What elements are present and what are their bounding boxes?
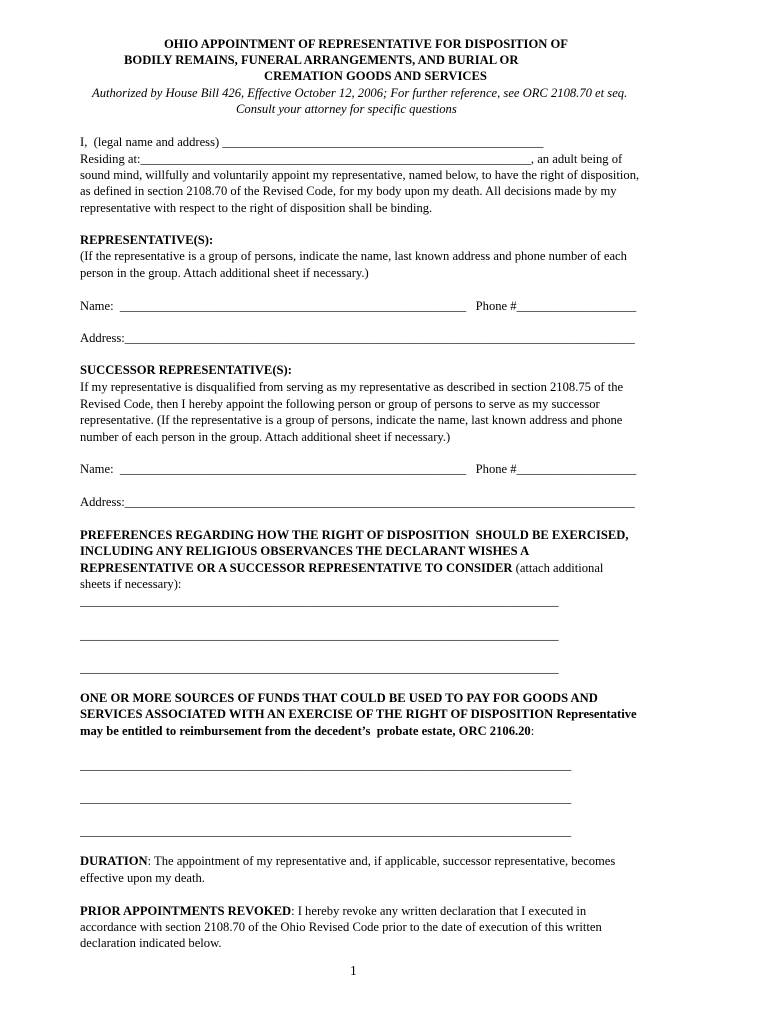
title-line-1: OHIO APPOINTMENT OF REPRESENTATIVE FOR DISPOSITION OF (164, 37, 568, 51)
intro-line-4: as defined in section 2108.70 of the Revised Code, for my body upon my death. All decisions made by my (80, 184, 617, 198)
duration-line-2: effective upon my death. (80, 871, 205, 885)
funds-line-2: SERVICES ASSOCIATED WITH AN EXERCISE OF THE RIGHT OF DISPOSITION Representative (80, 707, 637, 721)
funds-blank-1[interactable]: ______________________________________________________________________________ (80, 758, 572, 772)
prior-text: : I hereby revoke any written declaration that I executed in (291, 904, 587, 918)
successor-line-4: number of each person in the group. Attach additional sheet if necessary.) (80, 430, 451, 444)
successor-address-field[interactable]: Address:_________________________________________________________________________________ (80, 495, 635, 509)
intro-line-2: Residing at:______________________________________________________________, an adult being of (80, 152, 623, 166)
consult-note: Consult your attorney for specific questions (236, 102, 457, 116)
preferences-line-3-bold: REPRESENTATIVE OR A SUCCESSOR REPRESENTATIVE TO CONSIDER (80, 561, 513, 575)
preferences-line-3 (80, 560, 603, 576)
preferences-blank-3[interactable]: ____________________________________________________________________________ (80, 661, 559, 675)
preferences-blank-2[interactable]: ____________________________________________________________________________ (80, 628, 559, 642)
successor-line-2: Revised Code, then I hereby appoint the following person or group of persons to serve as my successor (80, 397, 600, 411)
page-number: 1 (350, 963, 357, 978)
prior-line-3: declaration indicated below. (80, 936, 222, 950)
successor-heading: SUCCESSOR REPRESENTATIVE(S): (80, 363, 292, 377)
authorized-note: Authorized by House Bill 426, Effective October 12, 2006; For further reference, see ORC 2108.70 et seq. (92, 86, 628, 100)
funds-blank-3[interactable]: ______________________________________________________________________________ (80, 824, 572, 838)
duration-line-1 (80, 853, 615, 869)
duration-heading: DURATION (80, 854, 148, 868)
prior-heading: PRIOR APPOINTMENTS REVOKED (80, 904, 292, 918)
title-line-3: CREMATION GOODS AND SERVICES (264, 69, 487, 83)
preferences-blank-1[interactable]: ____________________________________________________________________________ (80, 594, 559, 608)
title-line-2: BODILY REMAINS, FUNERAL ARRANGEMENTS, AND BURIAL OR (124, 53, 519, 67)
representative-line-1: (If the representative is a group of persons, indicate the name, last known address and phone number of each (80, 249, 627, 263)
intro-line-5: representative with respect to the right of disposition shall be binding. (80, 201, 433, 215)
intro-line-3: sound mind, willfully and voluntarily appoint my representative, named below, to have the right of disposition, (80, 168, 640, 182)
successor-line-3: representative. (If the representative is a group of persons, indicate the name, last known address and phone (80, 413, 623, 427)
preferences-line-3-note: (attach additional (512, 561, 604, 575)
representative-heading: REPRESENTATIVE(S): (80, 233, 214, 247)
prior-line-1 (80, 903, 586, 919)
prior-line-2: accordance with section 2108.70 of the Ohio Revised Code prior to the date of execution of this written (80, 920, 602, 934)
funds-line-1: ONE OR MORE SOURCES OF FUNDS THAT COULD BE USED TO PAY FOR GOODS AND (80, 691, 598, 705)
preferences-line-4: sheets if necessary): (80, 577, 182, 591)
preferences-line-2: INCLUDING ANY RELIGIOUS OBSERVANCES THE DECLARANT WISHES A (80, 544, 530, 558)
successor-name-field[interactable]: Name: _______________________________________________________ Phone #___________________ (80, 462, 637, 476)
duration-text: : The appointment of my representative and, if applicable, successor representative, becomes (147, 854, 616, 868)
intro-line-1: I, (legal name and address) ___________________________________________________ (80, 135, 544, 149)
representative-name-field[interactable]: Name: _______________________________________________________ Phone #___________________ (80, 299, 637, 313)
funds-blank-2[interactable]: ______________________________________________________________________________ (80, 791, 572, 805)
successor-line-1: If my representative is disqualified from serving as my representative as described in section 2108.75 of the (80, 380, 624, 394)
representative-address-field[interactable]: Address:_________________________________________________________________________________ (80, 331, 635, 345)
preferences-line-1: PREFERENCES REGARDING HOW THE RIGHT OF DISPOSITION SHOULD BE EXERCISED, (80, 528, 629, 542)
funds-line-3 (80, 723, 534, 739)
funds-line-3-colon: : (530, 724, 535, 738)
representative-line-2: person in the group. Attach additional sheet if necessary.) (80, 266, 369, 280)
funds-line-3-bold: may be entitled to reimbursement from the decedent’s probate estate, ORC 2106.20 (80, 724, 531, 738)
